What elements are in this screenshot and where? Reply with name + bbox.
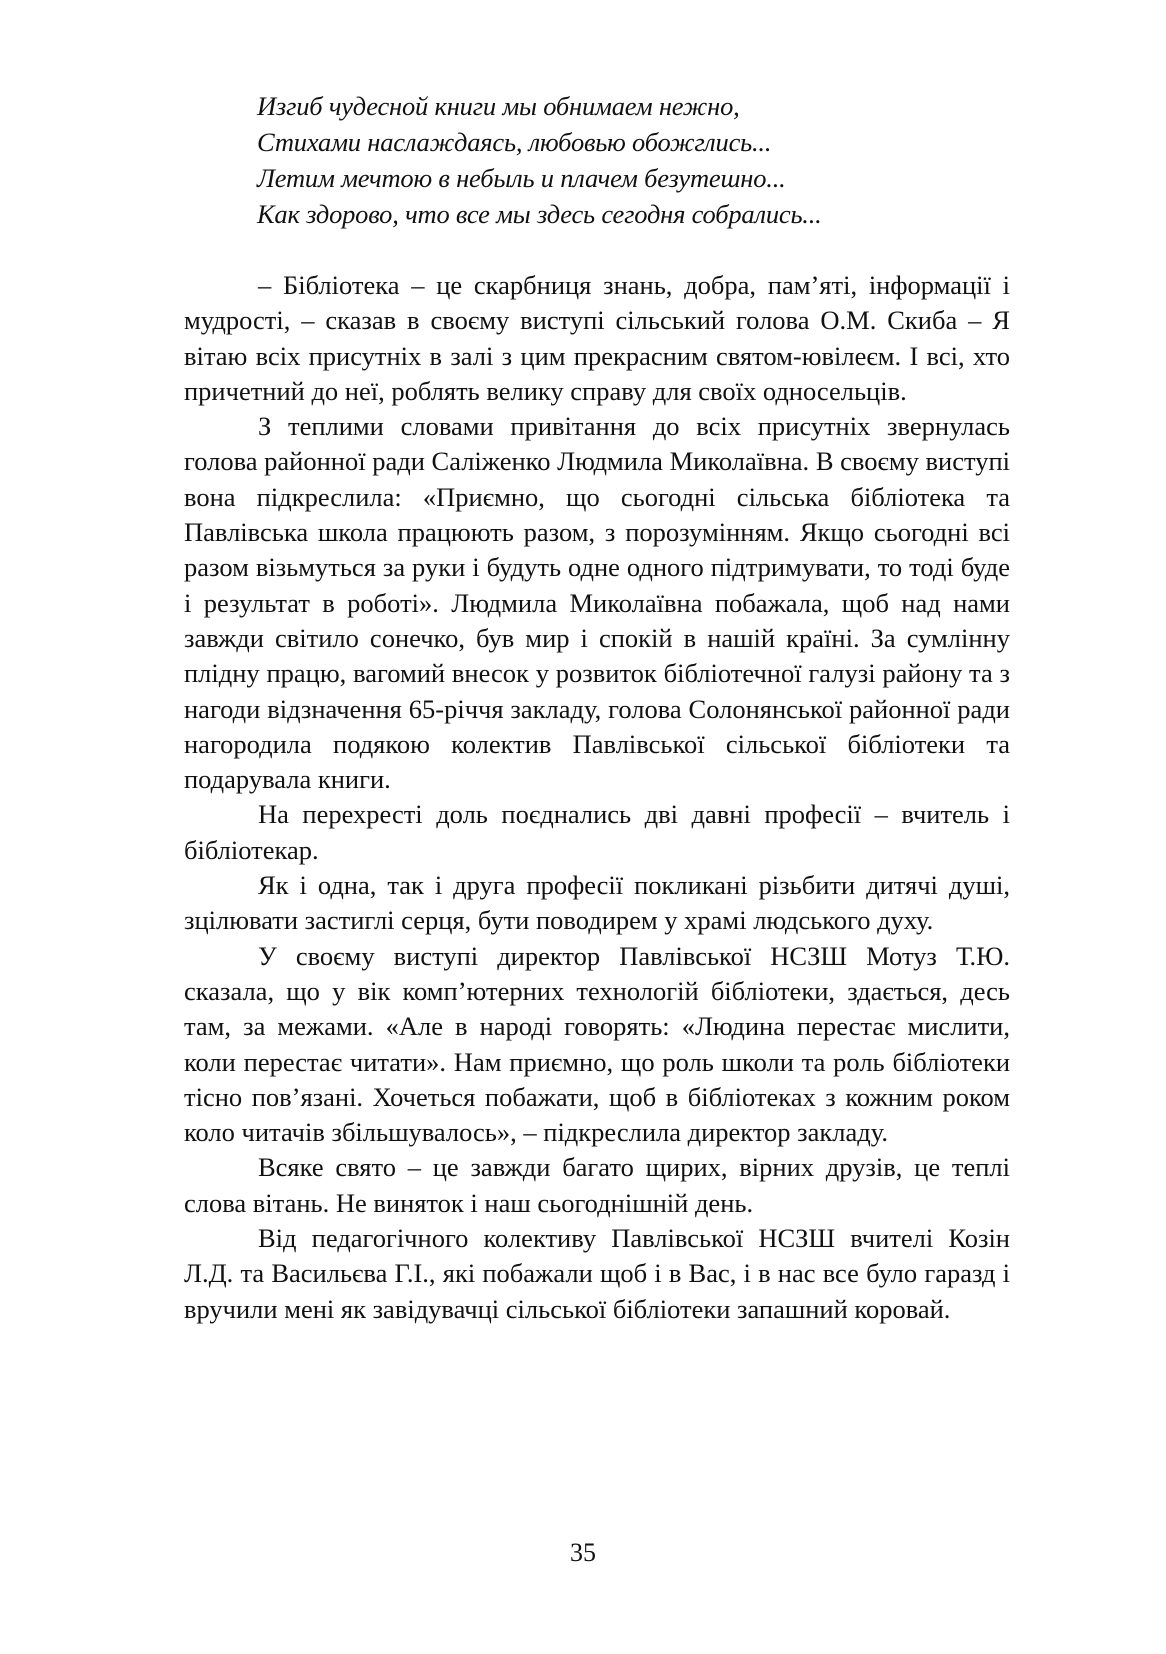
page-number: 35 — [570, 1538, 596, 1567]
paragraph-district-council: З теплими словами привітання до всіх присутніх звернулась голова районної ради Саліженко Людмила Миколаївна. В своєму виступі вона підкреслила: «Приємно, що сьогодні сільська бібліотека та Павлівська школа працюють разом, з порозумінням. Якщо сьогодні всі разом візьмуться за руки і будуть одне одного підтримувати, то тоді буде і результат в роботі». Людмила Миколаївна побажала, щоб над нами завжди світило сонечко, був мир і спокій в нашій країні. За сумлінну плідну працю, вагомий внесок у розвиток бібліотечної галузі району та з нагоди відзначення 65-річчя закладу, голова Солонянської районної ради нагородила подякою колектив Павлівської сільської бібліотеки та подарувала книги. — [184, 411, 1010, 795]
poem-epigraph — [257, 88, 977, 232]
paragraph-school-director: У своєму виступі директор Павлівської НСЗШ Мотуз Т.Ю. сказала, що у вік комп’ютерних технологій бібліотеки, здається, десь там, за межами. «Але в народі говорять: «Людина перестає мислити, коли перестає читати». Нам приємно, що роль школи та роль бібліотеки тісно пов’язані. Хочеться побажати, щоб в бібліотеках з кожним роком коло читачів збільшувалось», – підкреслила директор закладу. — [184, 940, 1010, 1148]
paragraph-speech-village-head: – Бібліотека – це скарбниця знань, добра, пам’яті, інформації і мудрості, – сказав в своєму виступі сільський голова О.М. Скиба – Я вітаю всіх присутніх в залі з цим прекрасним святом-ювілеєм. І всі, хто причетний до неї, роблять велику справу для своїх односельців. — [184, 270, 1010, 406]
poem-line: Как здорово, что все мы здесь сегодня собрались... — [257, 199, 822, 229]
paragraph-professions-mission: Як і одна, так і друга професії покликані різьбити дитячі душі, зцілювати застиглі серця, бути поводирем у храмі людського духу. — [184, 870, 1010, 936]
poem-line: Летим мечтою в небыль и плачем безутешно... — [257, 163, 786, 193]
paragraph-teachers-gift: Від педагогічного колективу Павлівської НСЗШ вчителі Козін Л.Д. та Васильєва Г.І., які побажали щоб і в Вас, і в нас все було гаразд і вручили мені як завідувачці сільської бібліотеки запашний коровай. — [184, 1223, 1010, 1324]
paragraph-two-professions: На перехресті доль поєднались дві давні професії – вчитель і бібліотекар. — [184, 799, 1010, 865]
poem-line: Стихами наслаждаясь, любовью обожглись... — [257, 127, 772, 157]
paragraph-holiday: Всяке свято – це завжди багато щирих, вірних друзів, це теплі слова вітань. Не виняток і наш сьогоднішній день. — [184, 1152, 1010, 1218]
poem-line: Изгиб чудесной книги мы обнимаем нежно, — [257, 91, 740, 121]
body-text — [184, 268, 1010, 1327]
